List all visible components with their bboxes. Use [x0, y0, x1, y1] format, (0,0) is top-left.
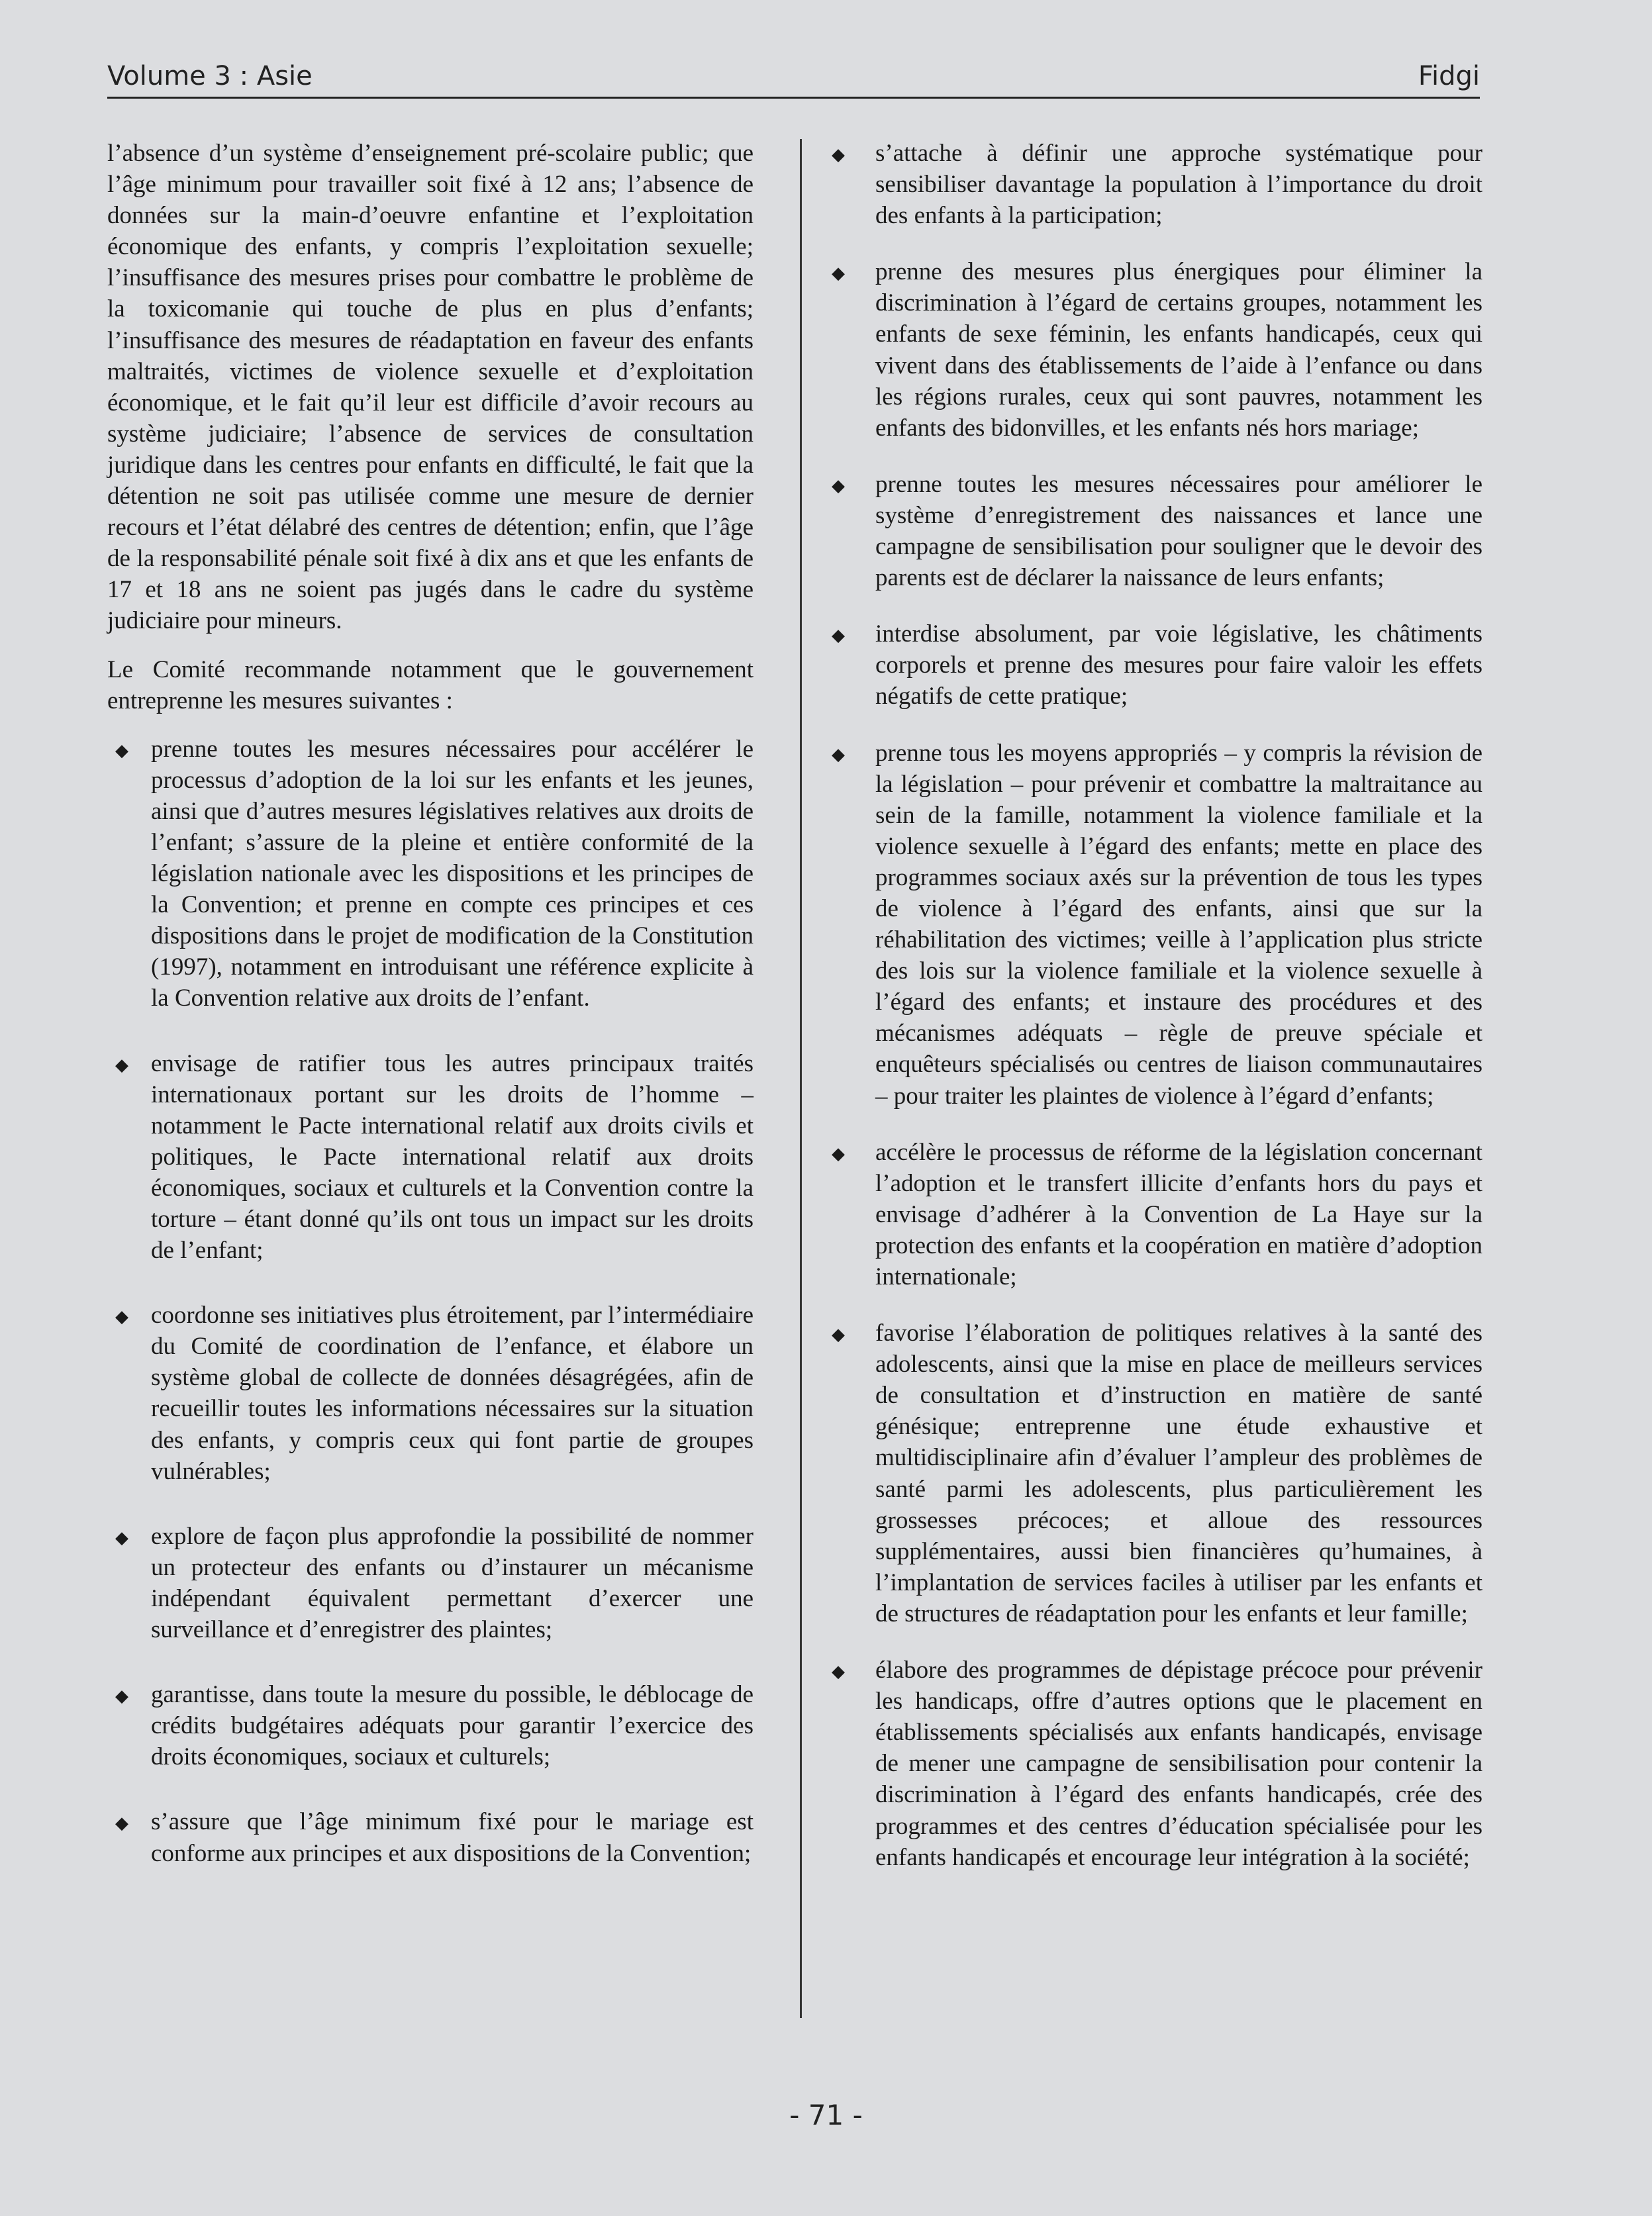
diamond-bullet-icon: ◆ — [115, 1686, 128, 1706]
list-item — [832, 469, 1482, 593]
diamond-bullet-icon: ◆ — [832, 1662, 845, 1682]
diamond-bullet-icon: ◆ — [832, 744, 845, 764]
list-item — [832, 1318, 1482, 1629]
list-item — [832, 738, 1482, 1112]
right-bullet-list — [832, 138, 1482, 1873]
header-volume-title: Volume 3 : Asie — [107, 61, 313, 91]
list-item-text: coordonne ses initiatives plus étroitement, par l’intermédiaire du Comité de coordination de l’enfance, et élabore un système global de collecte de données désagrégées, afin de recueillir toutes les informations nécessaires sur la situation des enfants, y compris ceux qui font partie de groupes vulnérables; — [151, 1302, 753, 1485]
diamond-bullet-icon: ◆ — [115, 1055, 128, 1075]
list-item — [832, 618, 1482, 712]
list-item-text: élabore des programmes de dépistage précoce pour prévenir les handicaps, offre d’autres options que le placement en établissements spécialisés aux enfants handicapés, envisage de mener une campagne de sensibilisation pour contenir la discrimination à l’égard des enfants handicapés, crée des programmes et des centres d’éducation spécialisée pour les enfants handicapés et encourage leur intégration à la société; — [875, 1657, 1482, 1871]
list-item-text: prenne toutes les mesures nécessaires pour améliorer le système d’enregistrement des naissances et lance une campagne de sensibilisation pour souligner que le devoir des parents est de déclarer la naissance de leurs enfants; — [875, 470, 1482, 592]
list-item — [832, 256, 1482, 444]
list-item-text: prenne tous les moyens appropriés – y compris la révision de la législation – pour prévenir et combattre la maltraitance au sein de la famille, notamment la violence familiale et la violence sexuelle à l’égard des enfants; mette en place des programmes sociaux axés sur la prévention de tous les types de violence à l’égard des enfants, ainsi que sur la réhabilitation des victimes; veille à l’application plus stricte des lois sur la violence familiale et la violence sexuelle à l’égard des enfants; et instaure des procédures et des mécanismes adéquats – règle de preuve spéciale et enquêteurs spécialisés ou centres de liaison communautaires – pour traiter les plaintes de violence à l’égard d’enfants; — [875, 739, 1482, 1110]
header-country: Fidgi — [1418, 61, 1480, 91]
column-divider — [800, 139, 802, 2018]
intro-paragraph: l’absence d’un système d’enseignement pré-scolaire public; que l’âge minimum pour travailler soit fixé à 12 ans; l’absence de données sur la main-d’oeuvre enfantine et l’exploitation économique des enfants, y compris l’exploitation sexuelle; l’insuffisance des mesures prises pour combattre le problème de la toxicomanie qui touche de plus en plus d’enfants; l’insuffisance des mesures de réadaptation en faveur des enfants maltraités, victimes de violence sexuelle et d’exploitation économique, et le fait qu’il leur est difficile d’avoir recours au système judiciaire; l’absence de services de consultation juridique dans les centres pour enfants en difficulté, le fait que la détention ne soit pas utilisée comme une mesure de dernier recours et l’état délabré des centres de détention; enfin, que l’âge de la responsabilité pénale soit fixé à dix ans et que les enfants de 17 et 18 ans ne soient pas jugés dans le cadre du système judiciaire pour mineurs. — [107, 140, 753, 635]
diamond-bullet-icon: ◆ — [115, 1307, 128, 1327]
list-item-text: envisage de ratifier tous les autres principaux traités internationaux portant sur les droits de l’homme – notamment le Pacte international relatif aux droits civils et politiques, le Pacte international relatif aux droits économiques, sociaux et culturels et la Convention contre la torture – étant donné qu’ils ont tous un impact sur les droits de l’enfant; — [151, 1049, 753, 1265]
list-item-text: prenne des mesures plus énergiques pour éliminer la discrimination à l’égard de certains groupes, notamment les enfants de sexe féminin, les enfants handicapés, ceux qui vivent dans des établissements de l’aide à l’enfance ou dans les régions rurales, ceux qui sont pauvres, notamment les enfants des bidonvilles, et les enfants nés hors mariage; — [875, 258, 1482, 442]
list-item — [107, 1806, 753, 1868]
recommendation-paragraph: Le Comité recommande notamment que le gouvernement entreprenne les mesures suivantes : — [107, 655, 753, 714]
diamond-bullet-icon: ◆ — [832, 475, 845, 495]
list-item — [107, 734, 753, 1014]
list-item — [832, 138, 1482, 231]
diamond-bullet-icon: ◆ — [832, 145, 845, 164]
list-item-text: interdise absolument, par voie législative, les châtiments corporels et prenne des mesures pour faire valoir les effets négatifs de cette pratique; — [875, 620, 1482, 710]
diamond-bullet-icon: ◆ — [115, 1813, 128, 1833]
diamond-bullet-icon: ◆ — [115, 1527, 128, 1547]
list-item — [107, 1521, 753, 1645]
list-item-text: s’assure que l’âge minimum fixé pour le mariage est conforme aux principes et aux dispositions de la Convention; — [151, 1808, 753, 1867]
list-item — [107, 1679, 753, 1772]
right-column — [832, 138, 1482, 1898]
list-item — [107, 1048, 753, 1267]
left-bullet-list — [107, 734, 753, 1869]
list-item-text: garantisse, dans toute la mesure du possible, le déblocage de crédits budgétaires adéquats pour garantir l’exercice des droits économiques, sociaux et culturels; — [151, 1681, 753, 1771]
list-item-text: explore de façon plus approfondie la possibilité de nommer un protecteur des enfants ou d’instaurer un mécanisme indépendant équivalent permettant d’exercer une surveillance et d’enregistrer des plaintes; — [151, 1522, 753, 1644]
diamond-bullet-icon: ◆ — [832, 1325, 845, 1345]
list-item — [832, 1655, 1482, 1873]
list-item-text: favorise l’élaboration de politiques relatives à la santé des adolescents, ainsi que la mise en place de meilleurs services de consultation et d’instruction en matière de santé génésique; entreprenne une étude exhaustive et multidisciplinaire afin d’évaluer l’ampleur des problèmes de santé parmi les adolescents, plus particulièrement les grossesses précoces; et alloue des ressources supplémentaires, aussi bien financières qu’humaines, à l’implantation de services faciles à utiliser par les enfants et de structures de réadaptation pour les enfants et leur famille; — [875, 1320, 1482, 1627]
list-item-text: accélère le processus de réforme de la législation concernant l’adoption et le transfert illicite d’enfants hors du pays et envisage d’adhérer à la Convention de La Haye sur la protection des enfants et la coopération en matière d’adoption internationale; — [875, 1138, 1482, 1290]
diamond-bullet-icon: ◆ — [115, 740, 128, 760]
page-number: - 71 - — [789, 2099, 863, 2131]
page-header — [107, 56, 1480, 99]
diamond-bullet-icon: ◆ — [832, 1143, 845, 1163]
left-column — [107, 138, 753, 1903]
diamond-bullet-icon: ◆ — [832, 264, 845, 283]
list-item-text: prenne toutes les mesures nécessaires pour accélérer le processus d’adoption de la loi sur les enfants et les jeunes, ainsi que d’autres mesures législatives relatives aux droits de l’enfant; s’assure de la pleine et entière conformité de la législation nationale avec les dispositions et les principes de la Convention; et prenne en compte ces principes et ces dispositions dans le projet de modification de la Constitution (1997), notamment en introduisant une référence explicite à la Convention relative aux droits de l’enfant. — [151, 735, 753, 1012]
list-item-text: s’attache à définir une approche systématique pour sensibiliser davantage la population à l’importance du droit des enfants à la participation; — [875, 140, 1482, 230]
list-item — [107, 1300, 753, 1487]
diamond-bullet-icon: ◆ — [832, 626, 845, 646]
list-item — [832, 1137, 1482, 1292]
